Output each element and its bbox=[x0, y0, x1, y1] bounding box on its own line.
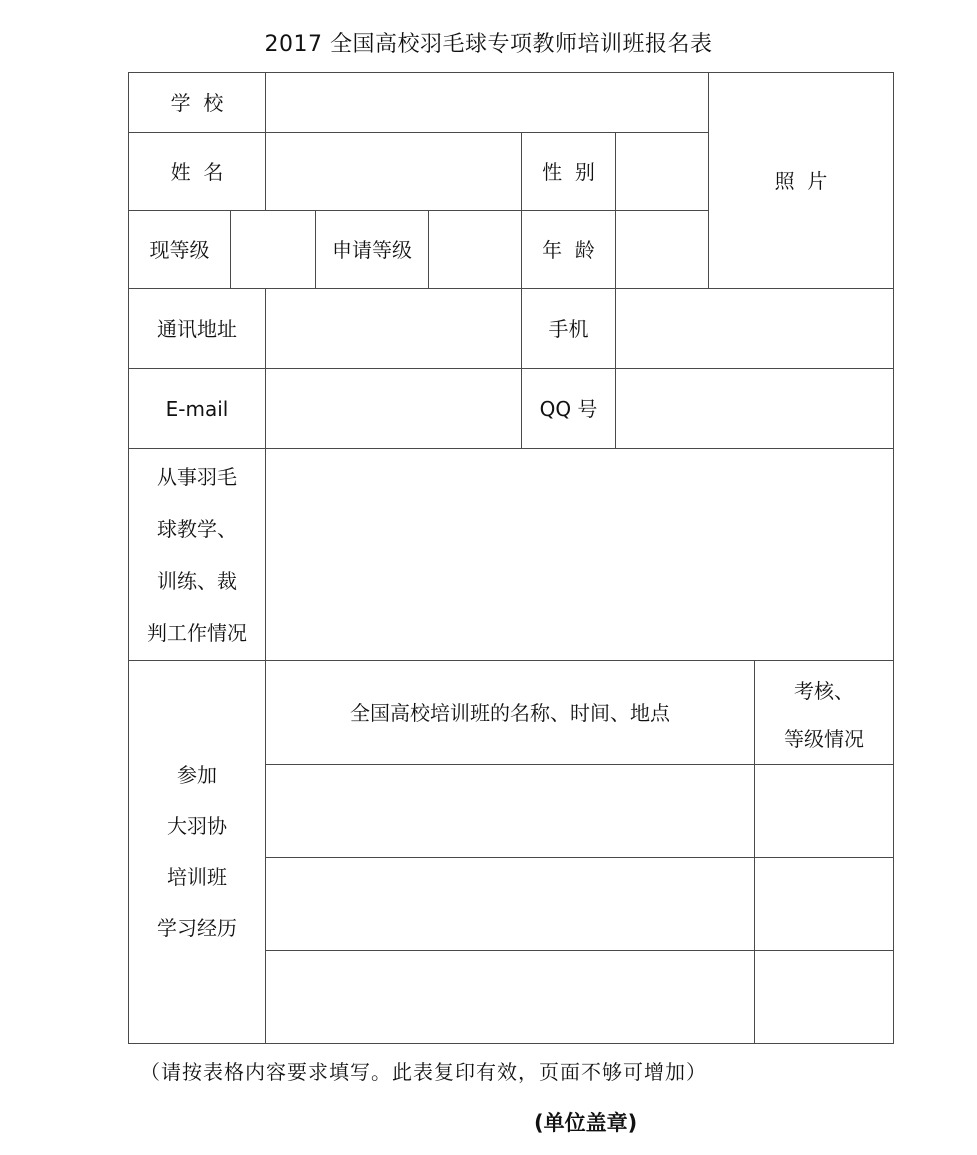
gender-label: 性 别 bbox=[542, 159, 595, 184]
age-label: 年 龄 bbox=[542, 237, 595, 262]
training-assessment-field-1[interactable] bbox=[755, 765, 893, 857]
experience-label-line-1: 从事羽毛 bbox=[157, 464, 237, 489]
experience-field[interactable] bbox=[266, 449, 893, 660]
current-level-field[interactable] bbox=[231, 211, 315, 288]
email-field[interactable] bbox=[266, 369, 521, 448]
training-assessment-field-3[interactable] bbox=[755, 951, 893, 1043]
training-history-label bbox=[129, 661, 265, 1043]
qq-field[interactable] bbox=[616, 369, 893, 448]
experience-label bbox=[129, 449, 265, 660]
training-history-label-line-3: 培训班 bbox=[167, 865, 227, 889]
table-border-right bbox=[893, 72, 894, 1044]
training-assessment-header bbox=[755, 661, 893, 764]
gender-field[interactable] bbox=[616, 133, 708, 210]
address-field[interactable] bbox=[266, 289, 521, 368]
photo-label: 照 片 bbox=[774, 168, 828, 193]
form-title: 2017 全国高校羽毛球专项教师培训班报名表 bbox=[264, 32, 713, 57]
training-history-label-line-4: 学习经历 bbox=[157, 916, 237, 940]
training-history-label-line-2: 大羽协 bbox=[167, 814, 227, 838]
training-course-header: 全国高校培训班的名称、时间、地点 bbox=[350, 700, 670, 725]
experience-label-line-3: 训练、裁 bbox=[157, 568, 237, 593]
training-history-label-line-1: 参加 bbox=[177, 763, 217, 787]
unit-stamp-label: (单位盖章) bbox=[534, 1111, 638, 1135]
form-note: （请按表格内容要求填写。此表复印有效，页面不够可增加） bbox=[140, 1060, 707, 1084]
address-label: 通讯地址 bbox=[157, 316, 237, 341]
email-label: E-mail bbox=[165, 396, 229, 421]
training-assessment-header-line-2: 等级情况 bbox=[784, 726, 864, 751]
school-label: 学 校 bbox=[170, 90, 224, 115]
current-level-label: 现等级 bbox=[149, 237, 210, 262]
training-course-field-1[interactable] bbox=[266, 765, 754, 857]
mobile-label: 手机 bbox=[548, 316, 589, 341]
mobile-field[interactable] bbox=[616, 289, 893, 368]
experience-label-line-2: 球教学、 bbox=[157, 516, 237, 541]
name-field[interactable] bbox=[266, 133, 521, 210]
applied-level-label: 申请等级 bbox=[332, 237, 412, 262]
school-field[interactable] bbox=[266, 73, 708, 132]
experience-label-line-4: 判工作情况 bbox=[147, 620, 247, 645]
applied-level-field[interactable] bbox=[429, 211, 521, 288]
training-course-field-3[interactable] bbox=[266, 951, 754, 1043]
training-course-field-2[interactable] bbox=[266, 858, 754, 950]
table-border-bottom bbox=[128, 1043, 894, 1044]
age-field[interactable] bbox=[616, 211, 708, 288]
training-assessment-header-line-1: 考核、 bbox=[794, 678, 854, 703]
name-label: 姓 名 bbox=[170, 159, 224, 184]
qq-label: QQ 号 bbox=[539, 396, 598, 421]
training-assessment-field-2[interactable] bbox=[755, 858, 893, 950]
